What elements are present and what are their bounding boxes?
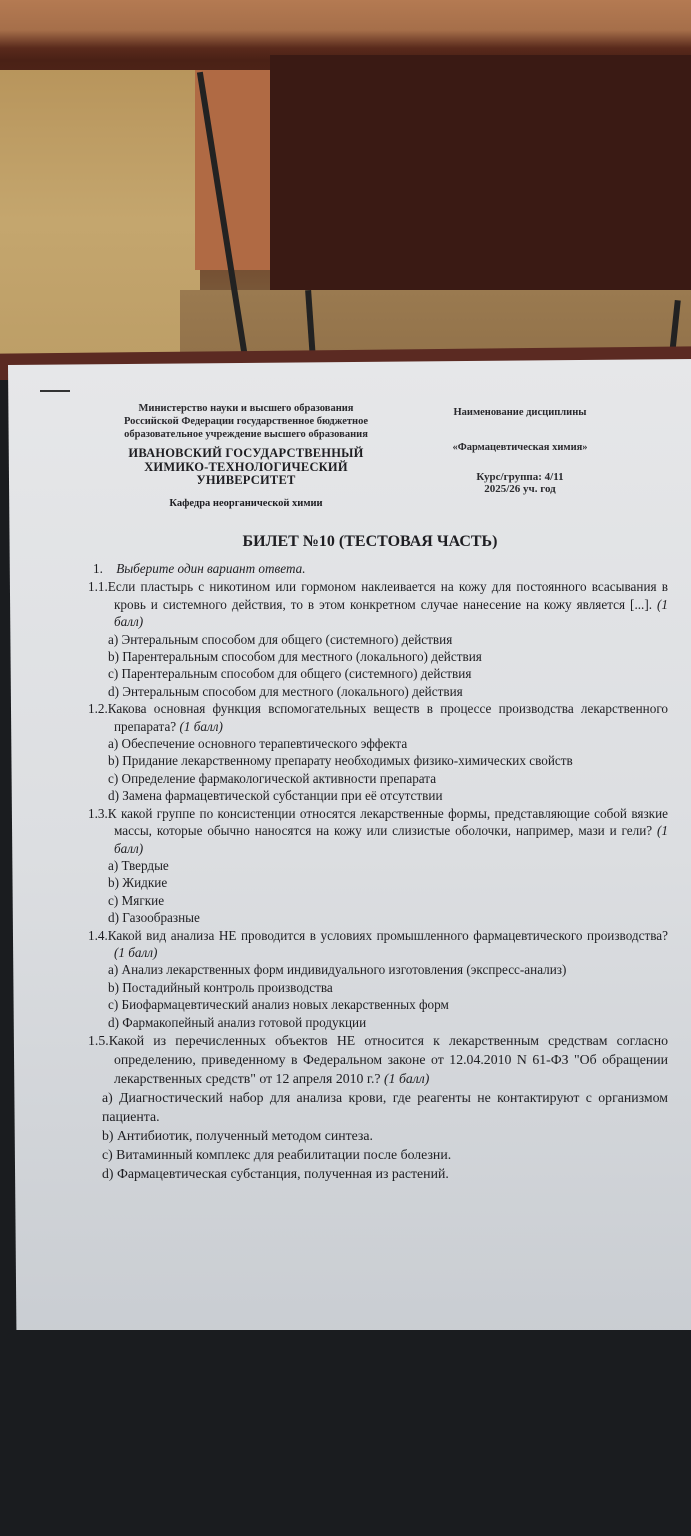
answer-option-a: a) Диагностический набор для анализа крови, где реагенты не контактируют с организмом пациента. bbox=[102, 1089, 668, 1124]
answer-option-c: c) Мягкие bbox=[108, 892, 165, 908]
question-1-2 bbox=[88, 700, 668, 804]
answer-option-a: a) Энтеральным способом для общего (системного) действия bbox=[108, 631, 453, 647]
question-text bbox=[88, 700, 668, 735]
question-number: 1.5. bbox=[88, 1032, 109, 1048]
university-name-line: УНИВЕРСИТЕТ bbox=[196, 473, 296, 487]
question-text bbox=[88, 805, 668, 857]
discipline-header bbox=[410, 405, 630, 495]
answer-option-c: c) Биофармацевтический анализ новых лекарственных форм bbox=[108, 997, 449, 1013]
answer-option-b: b) Парентеральным способом для местного (локального) действия bbox=[108, 649, 482, 665]
ministry-line: Российской Федерации государственное бюджетное bbox=[124, 416, 368, 427]
answer-option-b: b) Постадийный контроль производства bbox=[108, 979, 333, 995]
question-points: (1 балл) bbox=[114, 823, 668, 856]
course-group: Курс/группа: 4/11 bbox=[476, 471, 564, 483]
question-1-5 bbox=[88, 1031, 668, 1183]
answer-option-b: b) Жидкие bbox=[108, 875, 168, 891]
answer-option-c: c) Определение фармакологической активности препарата bbox=[108, 770, 437, 786]
question-1-4 bbox=[88, 927, 668, 1031]
question-1-3 bbox=[88, 805, 668, 927]
answer-option-d: d) Газообразные bbox=[108, 910, 200, 926]
section-instruction bbox=[88, 560, 668, 577]
section-number: 1. bbox=[93, 561, 103, 576]
academic-year: 2025/26 уч. год bbox=[484, 483, 556, 495]
university-name-line: ХИМИКО-ТЕХНОЛОГИЧЕСКИЙ bbox=[144, 459, 348, 474]
answer-option-c: c) Витаминный комплекс для реабилитации после болезни. bbox=[102, 1146, 452, 1162]
question-number: 1.3. bbox=[88, 805, 108, 821]
question-text bbox=[88, 927, 668, 962]
answer-option-d: d) Замена фармацевтической субстанции при её отсутствии bbox=[108, 788, 443, 804]
question-points: (1 балл) bbox=[114, 944, 158, 960]
ministry-line: Министерство науки и высшего образования bbox=[138, 403, 354, 414]
question-text bbox=[88, 578, 668, 630]
department-name: Кафедра неорганической химии bbox=[169, 497, 323, 509]
question-points: (1 балл) bbox=[384, 1070, 430, 1086]
answer-option-b: b) Придание лекарственному препарату необходимых физико-химических свойств bbox=[108, 753, 573, 769]
question-number: 1.1. bbox=[88, 579, 108, 595]
institution-header bbox=[76, 402, 416, 509]
answer-option-a: a) Обеспечение основного терапевтического эффекта bbox=[108, 736, 408, 752]
staple-mark bbox=[40, 390, 70, 392]
answer-option-c: c) Парентеральным способом для общего (системного) действия bbox=[108, 666, 472, 682]
test-questions bbox=[88, 560, 668, 1183]
answer-option-d: d) Фармацевтическая субстанция, полученная из растений. bbox=[102, 1165, 449, 1181]
discipline-name: «Фармацевтическая химия» bbox=[452, 442, 588, 453]
question-body: Какой вид анализа НЕ проводится в условиях промышленного фармацевтического производства? bbox=[107, 927, 668, 943]
ministry-line: образовательное учреждение высшего образования bbox=[124, 429, 368, 440]
university-name bbox=[76, 447, 416, 488]
instruction-text: Выберите один вариант ответа. bbox=[116, 561, 306, 576]
question-text bbox=[88, 1031, 668, 1088]
question-body: Какова основная функция вспомогательных веществ в процессе производства лекарственного препарата? bbox=[107, 701, 668, 734]
question-number: 1.2. bbox=[88, 701, 108, 717]
answer-option-a: a) Анализ лекарственных форм индивидуального изготовления (экспресс-анализ) bbox=[108, 962, 567, 978]
university-name-line: ИВАНОВСКИЙ ГОСУДАРСТВЕННЫЙ bbox=[128, 446, 364, 460]
ticket-title: БИЛЕТ №10 (ТЕСТОВАЯ ЧАСТЬ) bbox=[242, 533, 498, 550]
discipline-label: Наименование дисциплины bbox=[453, 407, 587, 418]
answer-option-d: d) Фармакопейный анализ готовой продукции bbox=[108, 1014, 367, 1030]
question-body: Если пластырь с никотином или гормоном наклеивается на кожу для постоянного всасывания в кровь и системного действия, то в этом конкретном случае нанесение на кожу является [...]. bbox=[107, 579, 668, 612]
question-number: 1.4. bbox=[88, 927, 108, 943]
answer-option-a: a) Твердые bbox=[108, 857, 169, 873]
question-points: (1 балл) bbox=[179, 718, 223, 734]
question-1-1 bbox=[88, 578, 668, 700]
answer-option-d: d) Энтеральным способом для местного (локального) действия bbox=[108, 683, 463, 699]
answer-option-b: b) Антибиотик, полученный методом синтеза. bbox=[102, 1127, 373, 1143]
question-body: К какой группе по консистенции относятся лекарственные формы, представляющие собой вязкие массы, которые обычно наносятся на кожу или слизистые оболочки, например, мази и гели? bbox=[107, 805, 668, 839]
question-points: (1 балл) bbox=[114, 596, 669, 630]
question-body: Какой из перечисленных объектов НЕ относится к лекарственным средствам согласно определению, приведенному в Федеральном законе от 12.04.2010 N 61-ФЗ "Об обращении лекарственных средств" от 12 апреля 2010 г.? bbox=[108, 1032, 668, 1086]
